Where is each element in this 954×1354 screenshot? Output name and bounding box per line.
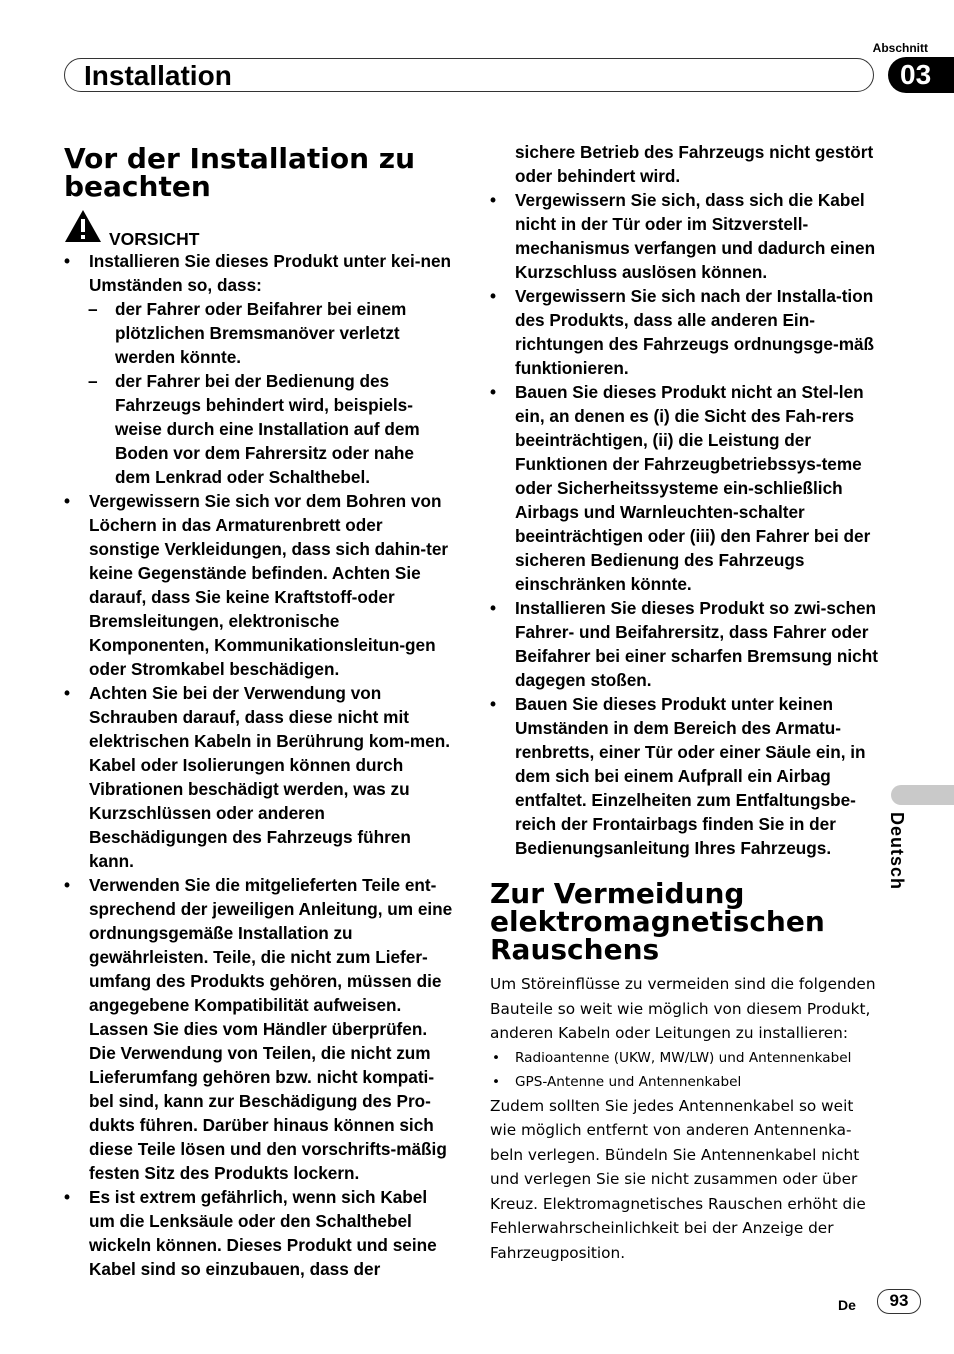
caution-block [64,209,454,249]
footer-language: De [838,1297,856,1313]
section-heading: Zur Vermeidung elektromagnetischen Rauschens [490,877,825,966]
list-item: • Installieren Sie dieses Produkt so zwi-schen Fahrer- und Beifahrersitz, dass Fahrer oder Beifahrer bei einer scharfen Bremsung nicht dagegen stoßen. [490,596,882,692]
paragraph: Zudem sollten Sie jedes Antennenkabel so weit wie möglich entfernt von anderen Antennenka-beln verlegen. Bündeln Sie Antennenkabel nicht und verlegen Sie sie nicht zusammen oder über Kreuz. Elektromagnetisches Rauschen erhöht die Fehlerwahrscheinlichkeit bei der Anzeige der Fahrzeugposition. [490,1096,866,1262]
section-label: Abschnitt [872,41,928,55]
language-label: Deutsch [887,812,907,891]
continued-text: sichere Betrieb des Fahrzeugs nicht gestört oder behindert wird. [515,142,874,186]
list-item: • Es ist extrem gefährlich, wenn sich Kabel um die Lenksäule oder den Schalthebel wickeln können. Dieses Produkt und seine Kabel sind so einzubauen, dass der [64,1185,454,1281]
list-item: • Installieren Sie dieses Produkt unter kei-nen Umständen so, dass: [64,249,454,297]
section-heading: Vor der Installation zu beachten [64,142,416,203]
list-item: • Bauen Sie dieses Produkt nicht an Stel-len ein, an denen es (i) die Sicht des Fah-rers beeinträchtigen, (ii) die Leistung der Funktionen der Fahrzeugbetriebssys-teme oder Sicherheitssysteme ein-schließlich Airbags und Warnleuchten-schalter beeinträchtigen oder (iii) den Fahrer bei der sicheren Bedienung des Fahrzeugs einschränken könnte. [490,380,882,596]
right-column [490,140,882,1265]
left-column [64,142,454,1281]
list-item: • Vergewissern Sie sich vor dem Bohren von Löchern in das Armaturenbrett oder sonstige Verkleidungen, dass sich dahin-ter keine Gegenstände befinden. Achten Sie darauf, dass Sie keine Kraftstoff-oder Bremsleitungen, elektronische Komponenten, Kommunikationsleitun-gen oder Stromkabel beschädigen. [64,489,454,681]
list-item: • Bauen Sie dieses Produkt unter keinen Umständen in dem Bereich des Armatu-renbretts, einer Tür oder einer Säule ein, in dem sich bei einem Aufprall ein Airbag entfaltet. Einzelheiten zum Entfaltungsbe-reich der Frontairbags finden Sie in der Bedienungsanleitung Ihres Fahrzeugs. [490,692,882,860]
list-item: • Vergewissern Sie sich, dass sich die Kabel nicht in der Tür oder im Sitzverstell-mechanismus verfangen und dadurch einen Kurzschluss auslösen können. [490,188,882,284]
list-subitem: – der Fahrer oder Beifahrer bei einem plötzlichen Bremsmanöver verletzt werden könnte. [64,297,454,369]
caution-label: VORSICHT [109,229,200,249]
side-tab [891,785,954,805]
list-subitem: – der Fahrer bei der Bedienung des Fahrzeugs behindert wird, beispiels-weise durch eine Installation auf dem Boden vor dem Fahrersitz oder nahe dem Lenkrad oder Schalthebel. [64,369,454,489]
paragraph: Um Störeinflüsse zu vermeiden sind die folgenden Bauteile so weit wie möglich von diesem Produkt, anderen Kabeln oder Leitungen zu installieren: [490,975,876,1042]
warning-icon [64,209,102,243]
page-number: 93 [877,1289,921,1314]
list-item: • Vergewissern Sie sich nach der Installa-tion des Produkts, dass alle anderen Ein-richtungen des Fahrzeugs ordnungsge-mäß funktionieren. [490,284,882,380]
list-item: • Verwenden Sie die mitgelieferten Teile ent-sprechend der jeweiligen Anleitung, um eine ordnungsgemäße Installation zu gewährleisten. Teile, die nicht zum Liefer-umfang des Produkts gehören, müssen die angegebene Kompatibilität aufweisen. Lassen Sie dies vom Händler überprüfen. Die Verwendung von Teilen, die nicht zum Lieferumfang gehören bzw. nicht kompati-bel sind, kann zur Beschädigung des Pro-dukts führen. Darüber hinaus können sich diese Teile lösen und den vorschrifts-mäßig festen Sitz des Produkts lockern. [64,873,454,1185]
section-number-badge: 03 [888,57,954,93]
page-title: Installation [84,60,232,91]
language-tab [887,812,927,902]
list-item: • GPS-Antenne und Antennenkabel [490,1070,882,1094]
list-item: • Radioantenne (UKW, MW/LW) und Antennenkabel [490,1046,882,1070]
list-item: • Achten Sie bei der Verwendung von Schrauben darauf, dass diese nicht mit elektrischen Kabeln in Berührung kom-men. Kabel oder Isolierungen können durch Vibrationen beschädigt werden, was zu Kurzschlüssen oder anderen Beschädigungen des Fahrzeugs führen kann. [64,681,454,873]
